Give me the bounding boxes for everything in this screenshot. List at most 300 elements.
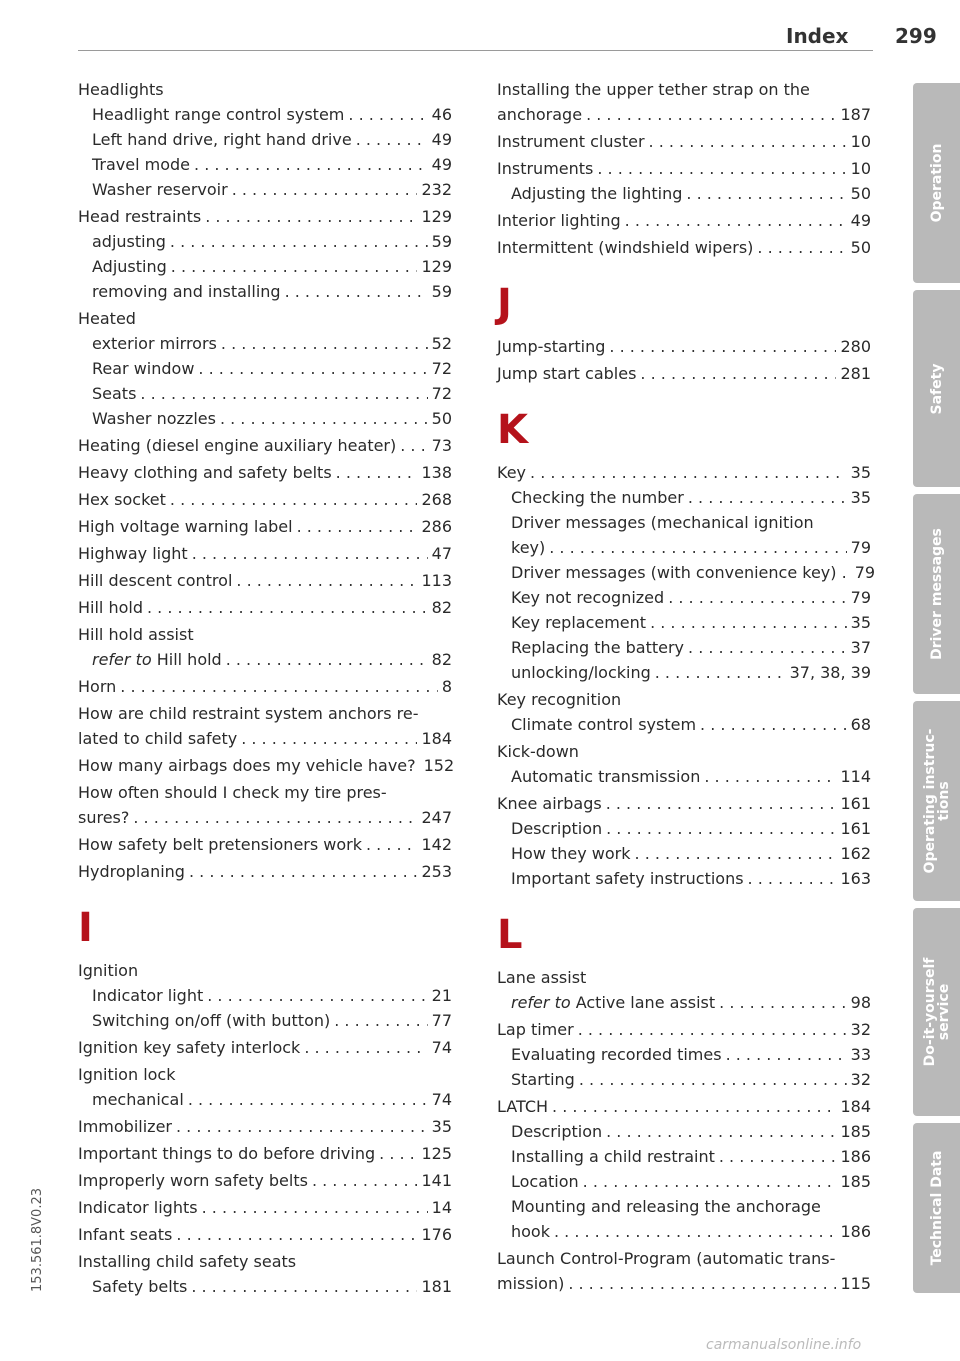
index-entry-page: 161 xyxy=(840,794,871,813)
index-entry-term: How they work xyxy=(511,844,631,863)
index-entry-term: Rear window xyxy=(92,359,195,378)
index-entry-term: mission) xyxy=(497,1274,565,1293)
index-entry-term xyxy=(511,990,715,1015)
index-entry-page: 187 xyxy=(840,105,871,124)
index-entry xyxy=(497,1067,871,1092)
index-entry-term: Starting xyxy=(511,1070,575,1089)
dot-leader xyxy=(579,1067,847,1092)
dot-leader xyxy=(568,1271,836,1296)
index-entry xyxy=(78,832,452,857)
index-entry xyxy=(78,102,452,127)
index-entry xyxy=(78,487,452,512)
index-entry-page: 35 xyxy=(850,463,871,482)
index-entry-term: Hex socket xyxy=(78,490,166,509)
index-entry xyxy=(78,958,452,983)
index-column-left xyxy=(78,77,455,1299)
dot-leader xyxy=(207,983,427,1008)
tab-do-it-yourself-service[interactable] xyxy=(913,908,960,1116)
dot-leader xyxy=(609,334,836,359)
dot-leader xyxy=(606,1119,836,1144)
dot-leader xyxy=(606,791,837,816)
index-entry-term: Driver messages (mechanical ignition xyxy=(511,513,814,532)
index-entry-term: How safety belt pretensioners work xyxy=(78,835,362,854)
index-entry xyxy=(497,535,871,560)
index-entry xyxy=(497,1169,871,1194)
index-entry xyxy=(497,1194,871,1219)
dot-leader xyxy=(400,433,427,458)
index-entry-term: Key replacement xyxy=(511,613,647,632)
tab-label: Driver messages xyxy=(928,528,945,660)
index-entry-page: 286 xyxy=(421,517,452,536)
index-entry-page: 52 xyxy=(431,334,452,353)
index-entry-term: Instrument cluster xyxy=(497,132,645,151)
index-entry xyxy=(497,841,871,866)
index-entry xyxy=(497,764,871,789)
index-entry-page: 176 xyxy=(421,1225,452,1244)
dot-leader xyxy=(686,181,846,206)
index-entry-page: 50 xyxy=(431,409,452,428)
index-entry-term: Immobilizer xyxy=(78,1117,172,1136)
dot-leader xyxy=(379,1141,417,1166)
index-entry xyxy=(497,208,871,233)
document-code: 153.561.8V0.23 xyxy=(30,1188,45,1292)
dot-leader xyxy=(348,102,427,127)
dot-leader xyxy=(578,1017,847,1042)
index-entry-page: 35 xyxy=(850,613,871,632)
index-entry xyxy=(78,433,452,458)
index-entry-term: Intermittent (windshield wipers) xyxy=(497,238,754,257)
tab-technical-data[interactable] xyxy=(913,1123,960,1293)
index-entry xyxy=(497,1246,871,1271)
dot-leader xyxy=(554,1219,836,1244)
dot-leader xyxy=(285,279,428,304)
index-entry-term: Launch Control-Program (automatic trans- xyxy=(497,1249,836,1268)
index-entry xyxy=(78,568,452,593)
dot-leader xyxy=(552,1094,836,1119)
index-entry-term: key) xyxy=(511,538,546,557)
cross-reference-label: refer to xyxy=(92,650,152,669)
index-entry xyxy=(78,726,452,751)
tab-label: Technical Data xyxy=(928,1150,945,1266)
tab-safety[interactable] xyxy=(913,290,960,487)
dot-leader xyxy=(719,1144,837,1169)
header-rule xyxy=(78,50,873,51)
index-entry xyxy=(78,1274,452,1299)
index-entry-page: 59 xyxy=(431,232,452,251)
index-entry-term: Climate control system xyxy=(511,715,697,734)
index-entry xyxy=(497,1094,871,1119)
dot-leader xyxy=(147,595,428,620)
tab-label: Operating instruc- tions xyxy=(921,728,952,874)
index-entry-page: 184 xyxy=(421,729,452,748)
index-entry xyxy=(497,1271,871,1296)
index-entry xyxy=(78,1168,452,1193)
dot-leader xyxy=(688,635,847,660)
index-entry-page: 77 xyxy=(431,1011,452,1030)
index-entry xyxy=(497,181,871,206)
index-entry-term: Automatic transmission xyxy=(511,767,701,786)
index-entry-term: Ignition lock xyxy=(78,1065,176,1084)
index-entry xyxy=(497,712,871,737)
index-entry xyxy=(78,1114,452,1139)
index-entry-term: Important things to do before driving xyxy=(78,1144,376,1163)
dot-leader xyxy=(336,460,418,485)
index-entry xyxy=(78,541,452,566)
dot-leader xyxy=(188,1087,428,1112)
tab-label: Safety xyxy=(928,363,945,414)
dot-leader xyxy=(191,1274,417,1299)
index-entry xyxy=(78,780,452,805)
dot-leader xyxy=(356,127,428,152)
index-entry-term: Heavy clothing and safety belts xyxy=(78,463,332,482)
index-entry xyxy=(78,859,452,884)
dot-leader xyxy=(220,406,428,431)
index-entry xyxy=(497,1119,871,1144)
index-entry xyxy=(78,1195,452,1220)
index-entry-term xyxy=(92,647,222,672)
index-entry-term: Highway light xyxy=(78,544,188,563)
index-entry xyxy=(497,510,871,535)
index-entry-page: 49 xyxy=(431,130,452,149)
dot-leader xyxy=(236,568,417,593)
index-entry-page: 74 xyxy=(431,1038,452,1057)
index-entry-term: Installing a child restraint xyxy=(511,1147,715,1166)
index-entry-page: 129 xyxy=(421,257,452,276)
index-entry-page: 21 xyxy=(431,986,452,1005)
dot-leader xyxy=(171,254,418,279)
index-entry-page: 8 xyxy=(441,677,452,696)
index-entry-term: Instruments xyxy=(497,159,594,178)
dot-leader xyxy=(221,331,428,356)
index-entry-term: Lap timer xyxy=(497,1020,574,1039)
index-entry-term: Horn xyxy=(78,677,117,696)
dot-leader xyxy=(170,229,428,254)
dot-leader xyxy=(226,647,428,672)
index-entry xyxy=(497,1144,871,1169)
index-entry-page: 49 xyxy=(431,155,452,174)
index-entry-page: 186 xyxy=(840,1147,871,1166)
index-entry xyxy=(78,229,452,254)
dot-leader xyxy=(192,541,428,566)
index-entry-page: 79 xyxy=(850,538,871,557)
dot-leader xyxy=(625,208,847,233)
index-entry xyxy=(78,406,452,431)
index-entry xyxy=(497,1042,871,1067)
index-entry-page: 162 xyxy=(840,844,871,863)
index-entry-term: Evaluating recorded times xyxy=(511,1045,722,1064)
index-entry-term: Hill descent control xyxy=(78,571,233,590)
index-entry xyxy=(497,1017,871,1042)
index-entry xyxy=(497,77,871,102)
dot-leader xyxy=(176,1114,428,1139)
index-entry xyxy=(497,235,871,260)
index-entry-term: Seats xyxy=(92,384,137,403)
cross-reference-target: Hill hold xyxy=(156,650,222,669)
index-entry xyxy=(78,152,452,177)
index-entry-page: 163 xyxy=(840,869,871,888)
index-section-letter: K xyxy=(497,407,528,453)
index-entry-page: 50 xyxy=(850,184,871,203)
dot-leader xyxy=(655,660,786,685)
index-entry-term: Knee airbags xyxy=(497,794,602,813)
index-entry-term: Heated xyxy=(78,309,136,328)
index-entry-page: 280 xyxy=(840,337,871,356)
index-entry-term: Indicator light xyxy=(92,986,204,1005)
index-entry-page: 49 xyxy=(850,211,871,230)
index-entry-term: Infant seats xyxy=(78,1225,173,1244)
index-entry-term: LATCH xyxy=(497,1097,549,1116)
index-entry-page: 115 xyxy=(840,1274,871,1293)
index-entry xyxy=(78,753,455,778)
index-entry xyxy=(78,1141,452,1166)
index-entry-page: 82 xyxy=(431,650,452,669)
index-entry xyxy=(497,485,871,510)
index-entry-page: 184 xyxy=(840,1097,871,1116)
index-entry-term: Description xyxy=(511,1122,603,1141)
index-entry-page: 68 xyxy=(850,715,871,734)
dot-leader xyxy=(635,841,837,866)
index-entry-page: 113 xyxy=(421,571,452,590)
dot-leader xyxy=(312,1168,418,1193)
tab-operating-instructions[interactable] xyxy=(913,701,960,901)
index-entry-page: 98 xyxy=(850,993,871,1012)
index-column-right xyxy=(497,77,876,1296)
index-entry xyxy=(497,1219,871,1244)
index-entry-page: 33 xyxy=(850,1045,871,1064)
index-entry-page: 32 xyxy=(850,1020,871,1039)
index-entry-term: Checking the number xyxy=(511,488,684,507)
index-entry-term: sures? xyxy=(78,808,130,827)
index-entry-term: How often should I check my tire pres- xyxy=(78,783,387,802)
index-entry xyxy=(497,156,871,181)
index-entry xyxy=(78,805,452,830)
index-entry xyxy=(78,254,452,279)
index-entry-page: 79 xyxy=(854,563,876,582)
dot-leader xyxy=(140,381,427,406)
index-entry-page: 185 xyxy=(840,1172,871,1191)
dot-leader xyxy=(170,487,418,512)
index-entry-page: 47 xyxy=(431,544,452,563)
index-entry-page: 37 xyxy=(850,638,871,657)
dot-leader xyxy=(704,764,836,789)
index-entry-page: 268 xyxy=(421,490,452,509)
index-entry xyxy=(78,1249,452,1274)
dot-leader xyxy=(232,177,418,202)
index-entry-term: exterior mirrors xyxy=(92,334,217,353)
index-entry-term: adjusting xyxy=(92,232,166,251)
dot-leader xyxy=(700,712,847,737)
index-entry xyxy=(78,674,452,699)
index-entry-page: 232 xyxy=(421,180,452,199)
index-entry-page: 161 xyxy=(840,819,871,838)
index-entry xyxy=(497,102,871,127)
index-entry-page: 185 xyxy=(840,1122,871,1141)
index-entry xyxy=(78,595,452,620)
dot-leader xyxy=(241,726,417,751)
index-entry xyxy=(497,334,871,359)
index-entry-page: 138 xyxy=(421,463,452,482)
index-entry-term: Interior lighting xyxy=(497,211,621,230)
index-entry-term: Hill hold assist xyxy=(78,625,194,644)
dot-leader xyxy=(530,460,847,485)
cross-reference-target: Active lane assist xyxy=(575,993,716,1012)
index-entry-term: Mounting and releasing the anchorage xyxy=(511,1197,821,1216)
index-entry-term: Indicator lights xyxy=(78,1198,198,1217)
index-entry-page: 10 xyxy=(850,132,871,151)
index-entry-page: 74 xyxy=(431,1090,452,1109)
dot-leader xyxy=(194,152,428,177)
index-entry xyxy=(78,1087,452,1112)
index-entry-term: mechanical xyxy=(92,1090,184,1109)
dot-leader xyxy=(189,859,417,884)
index-entry-term: Ignition key safety interlock xyxy=(78,1038,301,1057)
index-entry-term: Jump start cables xyxy=(497,364,637,383)
index-entry xyxy=(78,1008,452,1033)
index-entry xyxy=(78,177,452,202)
index-entry-term: Description xyxy=(511,819,603,838)
index-section-letter: L xyxy=(497,912,523,958)
index-entry-term: Lane assist xyxy=(497,968,587,987)
index-entry xyxy=(497,660,871,685)
index-entry-term: Important safety instructions xyxy=(511,869,744,888)
index-entry-term: Replacing the battery xyxy=(511,638,685,657)
index-entry xyxy=(497,791,871,816)
index-entry-term: Adjusting xyxy=(92,257,167,276)
index-entry-page: 10 xyxy=(850,159,871,178)
index-entry xyxy=(497,866,871,891)
index-entry xyxy=(78,306,452,331)
index-entry xyxy=(78,1035,452,1060)
dot-leader xyxy=(586,102,836,127)
index-section-letter: I xyxy=(78,905,93,951)
dot-leader xyxy=(606,816,836,841)
index-entry-page: 72 xyxy=(431,359,452,378)
tab-operation[interactable] xyxy=(913,83,960,283)
index-entry-page: 281 xyxy=(840,364,871,383)
page-number: 299 xyxy=(895,24,937,48)
index-entry xyxy=(78,1222,452,1247)
index-entry-page: 129 xyxy=(421,207,452,226)
index-entry-page: 46 xyxy=(431,105,452,124)
index-entry-page: 35 xyxy=(850,488,871,507)
tab-driver-messages[interactable] xyxy=(913,494,960,694)
dot-leader xyxy=(202,1195,428,1220)
dot-leader xyxy=(366,832,417,857)
index-entry-term: How are child restraint system anchors re- xyxy=(78,704,419,723)
index-entry xyxy=(78,77,452,102)
index-entry-page: 181 xyxy=(421,1277,452,1296)
index-entry xyxy=(497,129,871,154)
index-entry-term: removing and installing xyxy=(92,282,281,301)
index-entry-page: 79 xyxy=(850,588,871,607)
index-entry-term: Kick-down xyxy=(497,742,579,761)
dot-leader xyxy=(640,361,836,386)
index-entry xyxy=(497,687,871,712)
dot-leader xyxy=(719,990,846,1015)
index-entry-term: Head restraints xyxy=(78,207,202,226)
index-entry xyxy=(78,204,452,229)
index-entry-term: How many airbags does my vehicle have? xyxy=(78,756,416,775)
index-entry xyxy=(497,635,871,660)
dot-leader xyxy=(726,1042,847,1067)
dot-leader xyxy=(297,514,418,539)
index-entry xyxy=(497,361,871,386)
index-entry-page: 186 xyxy=(840,1222,871,1241)
index-entry-term: Switching on/off (with button) xyxy=(92,1011,331,1030)
index-entry-page: 72 xyxy=(431,384,452,403)
dot-leader xyxy=(668,585,846,610)
dot-leader xyxy=(205,204,417,229)
index-entry-page: 142 xyxy=(421,835,452,854)
index-entry-term: Installing child safety seats xyxy=(78,1252,297,1271)
index-entry-page: 141 xyxy=(421,1171,452,1190)
index-entry-term: Headlight range control system xyxy=(92,105,345,124)
index-entry xyxy=(497,585,871,610)
index-entry-term: Jump-starting xyxy=(497,337,606,356)
index-entry-term: Heating (diesel engine auxiliary heater) xyxy=(78,436,397,455)
index-entry xyxy=(497,990,871,1015)
index-entry xyxy=(78,983,452,1008)
dot-leader xyxy=(304,1035,427,1060)
tab-label: Operation xyxy=(928,143,945,223)
index-entry xyxy=(78,331,452,356)
index-entry xyxy=(78,279,452,304)
index-entry xyxy=(497,965,871,990)
index-entry-term: Driver messages (with convenience key) . xyxy=(511,563,847,582)
index-entry-page: 37, 38, 39 xyxy=(789,663,871,682)
index-entry-term: Key not recognized xyxy=(511,588,665,607)
index-entry-term: lated to child safety xyxy=(78,729,238,748)
index-entry xyxy=(78,622,452,647)
index-entry xyxy=(497,610,871,635)
index-entry xyxy=(78,701,452,726)
index-entry-term: Safety belts xyxy=(92,1277,188,1296)
dot-leader xyxy=(133,805,417,830)
index-entry-term: Ignition xyxy=(78,961,139,980)
dot-leader xyxy=(757,235,846,260)
index-entry xyxy=(78,127,452,152)
index-entry-page: 73 xyxy=(431,436,452,455)
tab-label: Do-it-yourself service xyxy=(921,957,952,1067)
index-entry-page: 32 xyxy=(850,1070,871,1089)
index-entry-term: Key xyxy=(497,463,527,482)
index-entry-term: Left hand drive, right hand drive xyxy=(92,130,352,149)
dot-leader xyxy=(334,1008,427,1033)
index-entry-term: Key recognition xyxy=(497,690,622,709)
dot-leader xyxy=(650,610,847,635)
index-entry xyxy=(78,647,452,672)
index-entry-term: anchorage xyxy=(497,105,583,124)
dot-leader xyxy=(549,535,846,560)
index-entry-term: hook xyxy=(511,1222,550,1241)
index-entry xyxy=(78,460,452,485)
index-entry xyxy=(78,1062,452,1087)
dot-leader xyxy=(120,674,438,699)
index-entry-term: Washer reservoir xyxy=(92,180,228,199)
index-entry-term: Improperly worn safety belts xyxy=(78,1171,308,1190)
index-entry-page: 14 xyxy=(431,1198,452,1217)
index-entry xyxy=(497,460,871,485)
index-entry xyxy=(78,356,452,381)
index-entry-term: Travel mode xyxy=(92,155,191,174)
index-entry-page: 253 xyxy=(421,862,452,881)
index-entry-term: Location xyxy=(511,1172,579,1191)
index-entry-page: 35 xyxy=(431,1117,452,1136)
index-entry xyxy=(78,381,452,406)
index-entry-term: Headlights xyxy=(78,80,164,99)
dot-leader xyxy=(649,129,847,154)
index-entry-term: High voltage warning label xyxy=(78,517,293,536)
